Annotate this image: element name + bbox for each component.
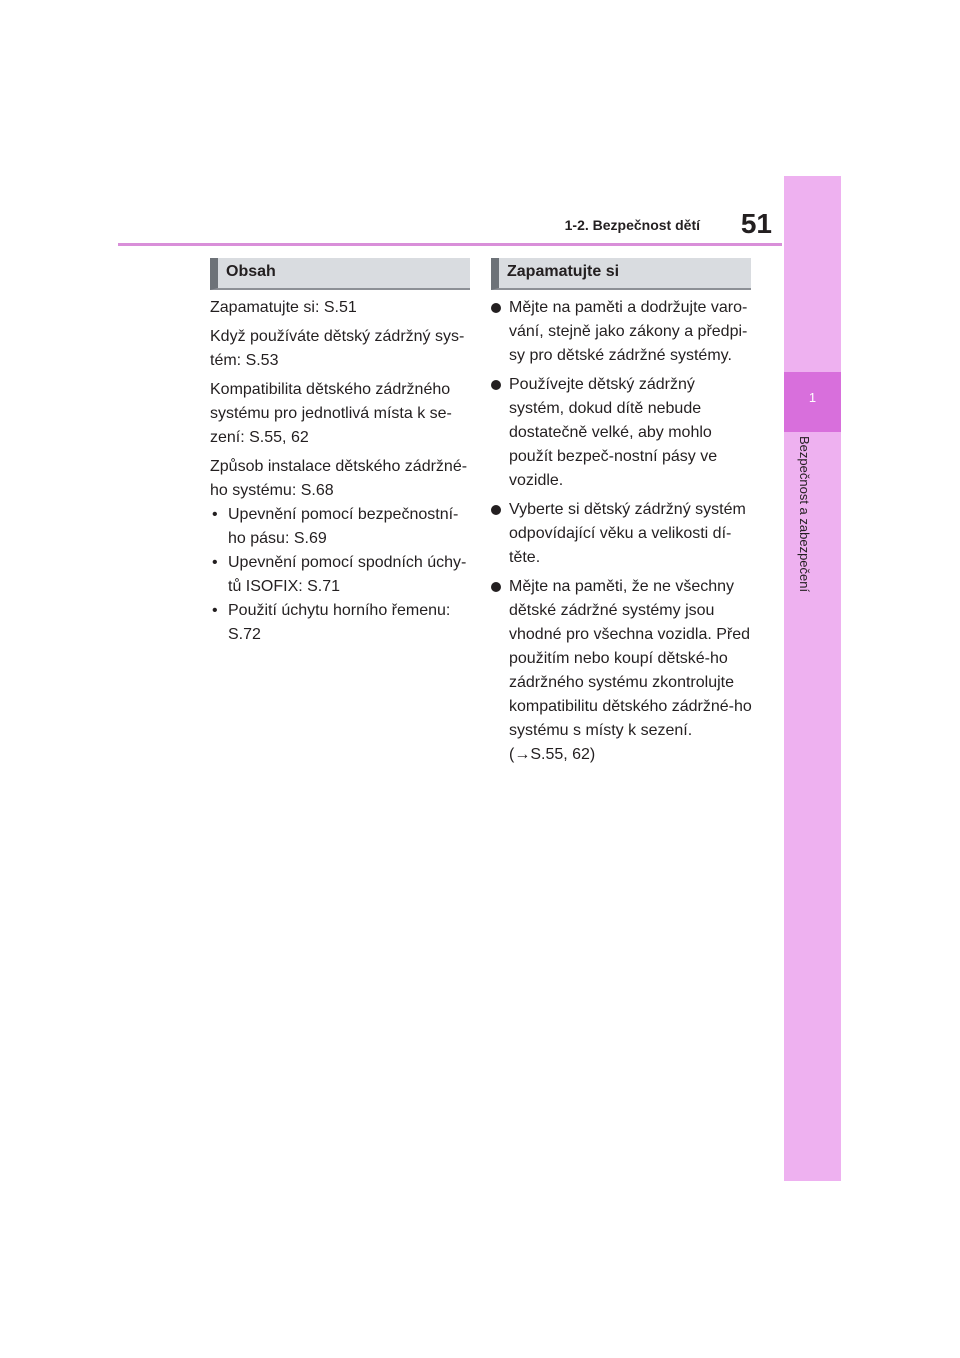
header-rule [118,243,782,246]
contents-heading: Obsah [210,258,470,290]
remember-item [491,498,753,570]
bullet-icon [491,303,501,313]
contents-column [210,296,472,647]
remember-item-text: Používejte dětský zádržný systém, dokud dítě nebude dostatečně velké, aby mohlo použít bezpeč-nostní pásy ve vozidle. [509,376,718,489]
remember-item [491,373,753,493]
contents-entry: Způsob instalace dětského zádržné-ho systému: S.68 [210,458,468,499]
remember-list [491,296,753,767]
contents-entry: Zapamatujte si: S.51 [210,299,357,316]
remember-item-text: Mějte na paměti, že ne všechny dětské zádržné systémy jsou vhodné pro všechna vozidla. Před použitím nebo koupí dětské-ho zádržného systému zkontrolujte kompatibilitu dětského zádržné-ho systému s místy k sezení. (→S.55, 62) [509,578,752,763]
chapter-side-tab [784,176,841,1181]
remember-column [491,296,753,772]
remember-heading: Zapamatujte si [491,258,751,290]
page-number: 51 [740,208,772,239]
contents-entry: Když používáte dětský zádržný sys-tém: S.53 [210,328,465,369]
section-title: 1-2. Bezpečnost dětí [564,217,700,233]
remember-item [491,296,753,368]
bullet-icon [491,582,501,592]
remember-item [491,575,753,767]
remember-item-text: Vyberte si dětský zádržný systém odpovídající věku a velikosti dí-těte. [509,501,746,566]
contents-sub-entry: • Použití úchytu horního řemenu: S.72 [210,599,472,647]
contents-sub-entry: • Upevnění pomocí bezpečnostní-ho pásu: S.69 [210,503,472,551]
contents-sub-entry: • Upevnění pomocí spodních úchy-tů ISOFIX: S.71 [210,551,472,599]
chapter-title: Bezpečnost a zabezpečení [797,436,812,593]
contents-sub-list [210,503,472,647]
contents-entry: Kompatibilita dětského zádržného systému pro jednotlivá místa k se-zení: S.55, 62 [210,381,452,446]
remember-item-text: Mějte na paměti a dodržujte varo-vání, stejně jako zákony a předpi-sy pro dětské zádržné systémy. [509,299,748,364]
bullet-icon [491,505,501,515]
chapter-number: 1 [808,390,817,405]
bullet-icon [491,380,501,390]
